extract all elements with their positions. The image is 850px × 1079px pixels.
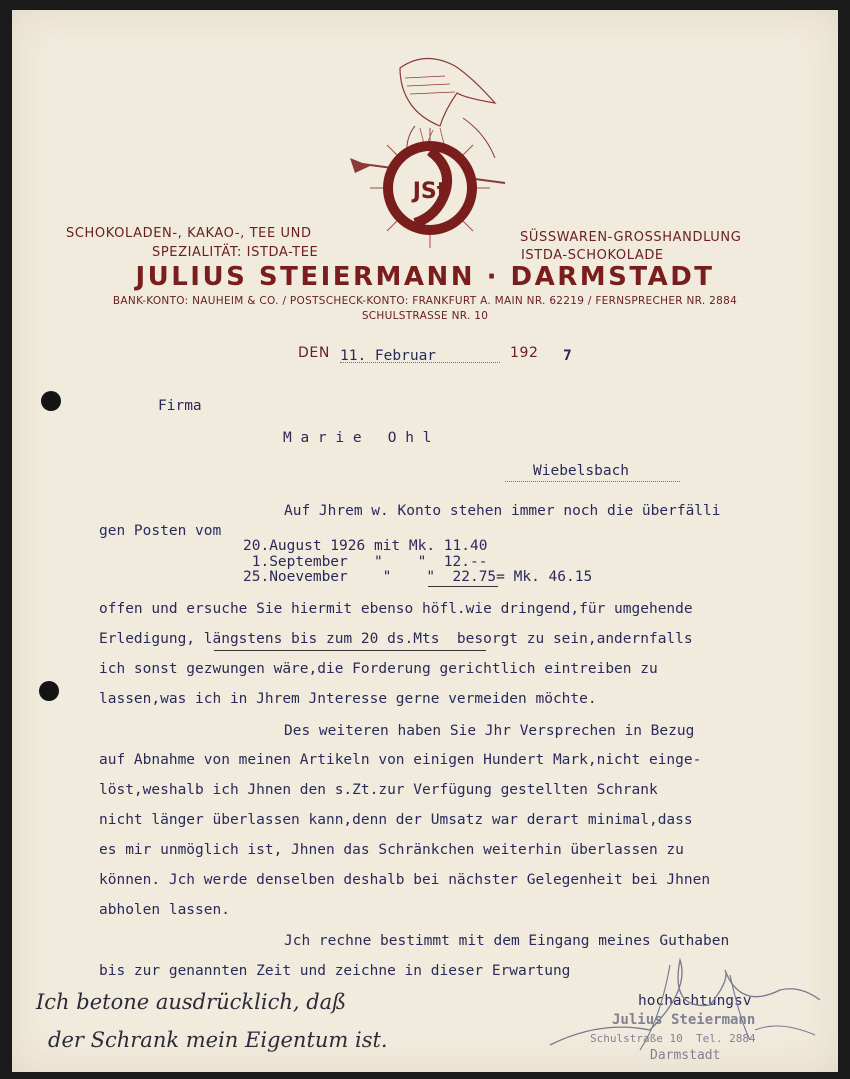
body-p3-line: nicht länger überlassen kann,denn der Umsatz war derart minimal,dass: [99, 812, 693, 828]
logo-initials: JSt: [412, 179, 448, 204]
body-p3-line: löst,weshalb ich Jhnen den s.Zt.zur Verfügung gestellten Schrank: [99, 782, 658, 798]
handwritten-note-line2: der Schrank mein Eigentum ist.: [48, 1028, 388, 1052]
body-p3-line: abholen lassen.: [99, 902, 230, 918]
letterhead-right-line2: ISTDA-SCHOKOLADE: [521, 248, 664, 263]
body-p1-line1: Auf Jhrem w. Konto stehen immer noch die überfälli: [284, 503, 721, 519]
invoice-item: 25.Noevember " " 22.75= Mk. 46.15: [243, 569, 593, 585]
year-prefix: 192: [510, 345, 539, 361]
deadline-underline: [214, 650, 486, 651]
body-p2-line: Erledigung, längstens bis zum 20 ds.Mts besorgt zu sein,andernfalls: [99, 631, 693, 647]
body-p2-line: ich sonst gezwungen wäre,die Forderung gerichtlich eintreiben zu: [99, 661, 658, 677]
body-p3-line: Des weiteren haben Sie Jhr Versprechen in Bezug: [284, 723, 695, 739]
date-prefix: DEN: [298, 345, 330, 361]
punch-hole-bottom: [39, 681, 59, 701]
body-p4-line1: Jch rechne bestimmt mit dem Eingang meines Guthaben: [284, 933, 730, 949]
company-logo: [345, 48, 515, 258]
company-stamp-city: Darmstadt: [650, 1048, 721, 1063]
company-stamp-name: Julius Steiermann: [612, 1012, 756, 1028]
year-digit: 7: [563, 348, 572, 364]
letter-date: 11. Februar: [340, 348, 437, 364]
invoice-item: 1.September " " 12.--: [243, 554, 488, 570]
total-underline: [428, 586, 498, 587]
recipient-salutation: Firma: [158, 398, 202, 414]
recipient-place: Wiebelsbach: [533, 463, 630, 479]
body-p4-line2: bis zur genannten Zeit und zeichne in dieser Erwartung: [99, 963, 571, 979]
invoice-item: 20.August 1926 mit Mk. 11.40: [243, 538, 488, 554]
body-p2-line: offen und ersuche Sie hiermit ebenso höfl.wie dringend,für umgehende: [99, 601, 693, 617]
body-p2-line: lassen,was ich in Jhrem Jnteresse gerne vermeiden möchte.: [99, 691, 597, 707]
body-p3-line: es mir unmöglich ist, Jhnen das Schränkchen weiterhin überlassen zu: [99, 842, 684, 858]
recipient-name: M a r i e O h l: [283, 430, 432, 446]
letterhead-left-line1: SCHOKOLADEN-, KAKAO-, TEE UND: [66, 226, 312, 241]
body-p3-line: auf Abnahme von meinen Artikeln von einigen Hundert Mark,nicht einge-: [99, 752, 702, 768]
letterhead-right-line1: SÜSSWAREN-GROSSHANDLUNG: [520, 230, 742, 245]
closing-greeting: hochachtungsv: [638, 993, 752, 1009]
bank-details: BANK-KONTO: NAUHEIM & CO. / POSTSCHECK-KONTO: FRANKFURT A. MAIN NR. 62219 / FERNSPRECHER NR. 2884: [112, 295, 738, 307]
place-dotted-line: [505, 481, 680, 482]
company-address: SCHULSTRASSE NR. 10: [361, 310, 489, 322]
body-p1-line2: gen Posten vom: [99, 523, 222, 539]
handwritten-note-line1: Ich betone ausdrücklich, daß: [36, 990, 347, 1014]
punch-hole-top: [41, 391, 61, 411]
body-p3-line: können. Jch werde denselben deshalb bei nächster Gelegenheit bei Jhnen: [99, 872, 711, 888]
company-stamp-street: Schulstraße 10 Tel. 2884: [590, 1032, 756, 1045]
company-name: JULIUS STEIERMANN · DARMSTADT: [135, 262, 715, 292]
handwritten-signature: [540, 950, 830, 1060]
letterhead-left-line2: SPEZIALITÄT: ISTDA-TEE: [152, 245, 319, 260]
